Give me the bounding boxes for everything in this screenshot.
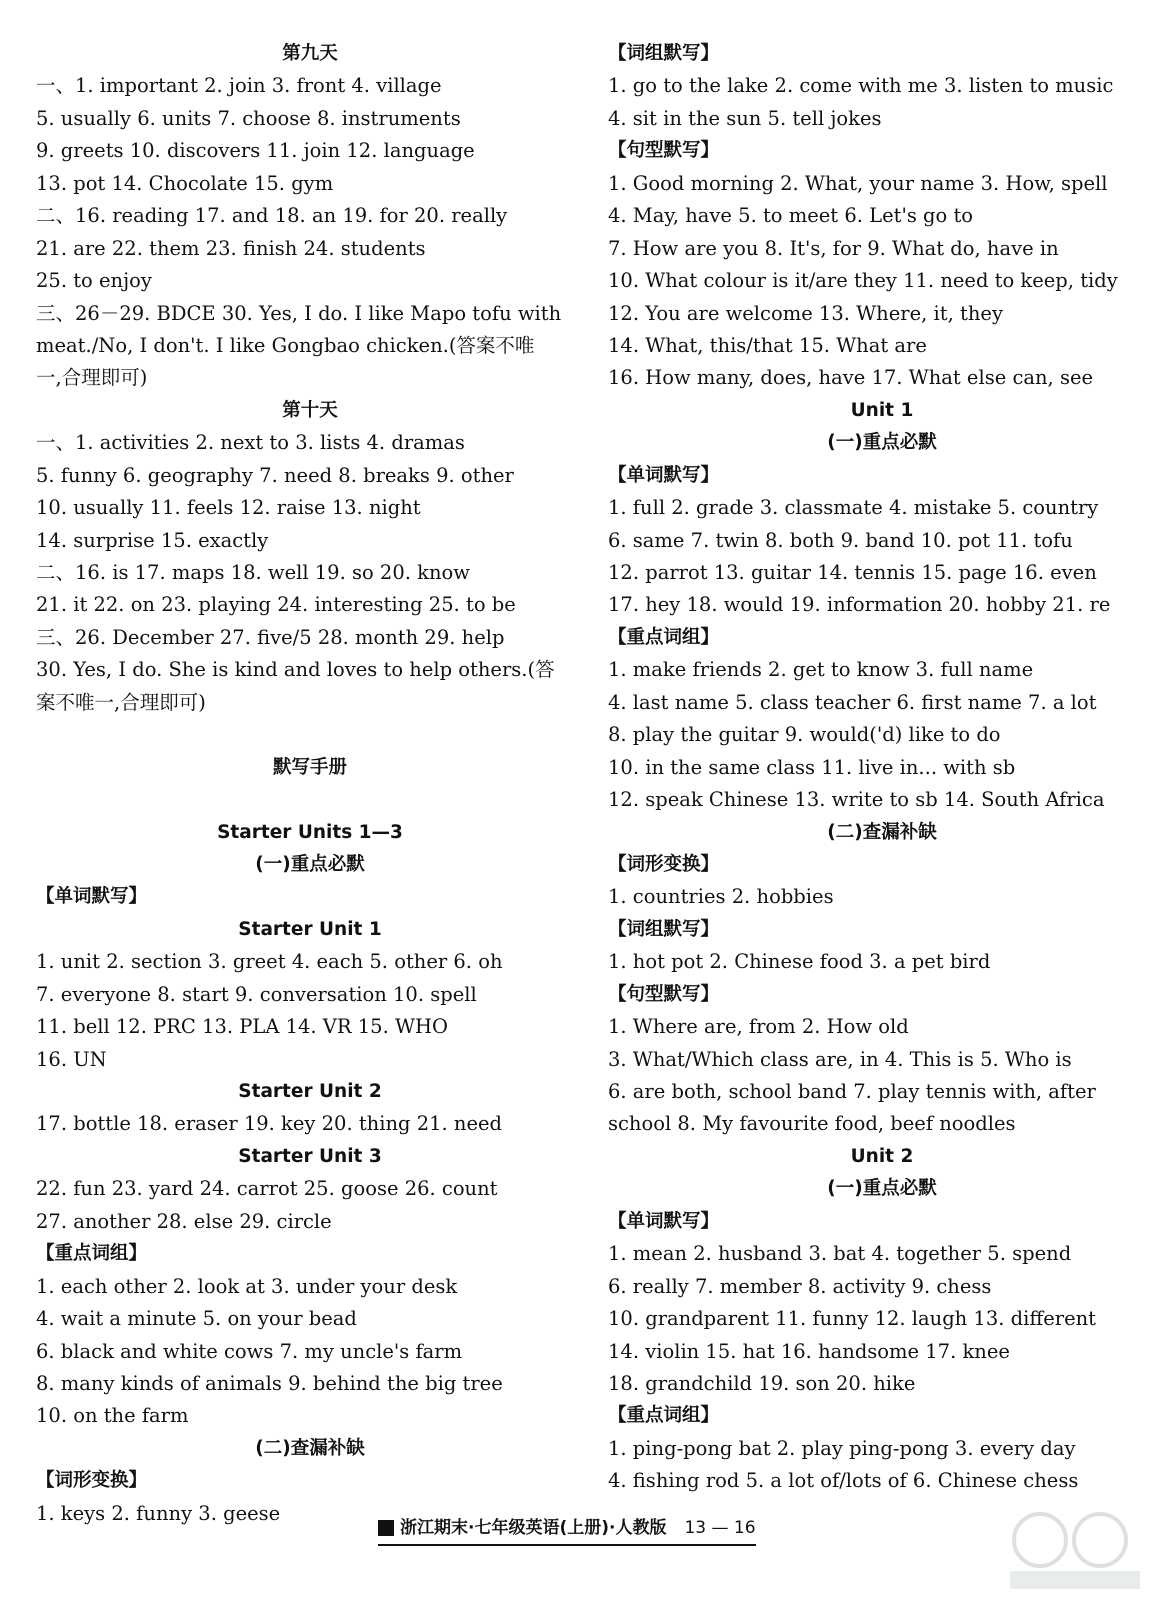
answer-line: 3. What/Which class are, in 4. This is 5. Who is: [608, 1047, 1072, 1071]
answer-line: 13. pot 14. Chocolate 15. gym: [36, 171, 334, 195]
answer-line: 5. funny 6. geography 7. need 8. breaks 9. other: [36, 463, 514, 487]
answer-line: 1. Where are, from 2. How old: [608, 1015, 909, 1039]
category-label: 【重点词组】: [36, 1243, 148, 1265]
answer-line: 25. to enjoy: [36, 269, 152, 293]
answer-line: 1. full 2. grade 3. classmate 4. mistake 5. country: [608, 496, 1099, 520]
subsection-title: (一)重点必默: [827, 432, 937, 454]
answer-line: 12. parrot 13. guitar 14. tennis 15. page 16. even: [608, 561, 1097, 584]
unit-title: Starter Unit 1: [238, 918, 382, 940]
answer-line: 4. wait a minute 5. on your bead: [36, 1307, 357, 1331]
left-column: [36, 38, 584, 1530]
spacer: [36, 784, 584, 816]
category-label: 【句型默写】: [608, 983, 720, 1005]
answer-line: 一、1. important 2. join 3. front 4. village: [36, 74, 442, 98]
answer-line: 10. in the same class 11. live in... with sb: [608, 755, 1016, 779]
answer-line: 10. usually 11. feels 12. raise 13. night: [36, 496, 421, 520]
answer-line: 4. last name 5. class teacher 6. first name 7. a lot: [608, 690, 1097, 714]
section-title: 第十天: [282, 399, 338, 421]
answer-line: 1. Good morning 2. What, your name 3. How, spell: [608, 171, 1108, 195]
page-number: 13 — 16: [684, 1518, 756, 1538]
category-label: 【词组默写】: [608, 43, 720, 64]
answer-line: 二、16. is 17. maps 18. well 19. so 20. know: [36, 561, 470, 584]
answer-line: 5. usually 6. units 7. choose 8. instruments: [36, 106, 461, 130]
answer-line: 6. same 7. twin 8. both 9. band 10. pot 11. tofu: [608, 528, 1073, 552]
category-label: 【词组默写】: [608, 918, 720, 940]
answer-line: 14. surprise 15. exactly: [36, 528, 269, 552]
answer-line: 案不唯一,合理即可): [36, 690, 206, 714]
subsection-title: (一)重点必默: [827, 1178, 937, 1200]
answer-line: 二、16. reading 17. and 18. an 19. for 20. really: [36, 204, 508, 228]
answer-line: 14. What, this/that 15. What are: [608, 333, 927, 357]
category-label: 【单词默写】: [608, 464, 720, 486]
answer-line: 14. violin 15. hat 16. handsome 17. knee: [608, 1339, 1010, 1363]
answer-line: 三、26－29. BDCE 30. Yes, I do. I like Mapo tofu with: [36, 301, 562, 325]
answer-line: 1. keys 2. funny 3. geese: [36, 1501, 281, 1525]
handbook-title: 默写手册: [272, 756, 347, 778]
answer-line: 18. grandchild 19. son 20. hike: [608, 1371, 916, 1395]
answer-line: 8. play the guitar 9. would('d) like to do: [608, 723, 1001, 747]
answer-line: 22. fun 23. yard 24. carrot 25. goose 26. count: [36, 1177, 498, 1201]
answer-line: 10. What colour is it/are they 11. need to keep, tidy: [608, 269, 1118, 293]
category-label: 【重点词组】: [608, 1405, 720, 1427]
answer-line: 9. greets 10. discovers 11. join 12. language: [36, 139, 475, 163]
answer-line: 4. fishing rod 5. a lot of/lots of 6. Chinese chess: [608, 1469, 1079, 1493]
category-label: 【词形变换】: [36, 1470, 148, 1492]
answer-line: 1. mean 2. husband 3. bat 4. together 5. spend: [608, 1242, 1072, 1266]
answer-line: 12. speak Chinese 13. write to sb 14. South Africa: [608, 788, 1105, 812]
answer-line: 10. grandparent 11. funny 12. laugh 13. different: [608, 1307, 1097, 1331]
answer-line: 6. really 7. member 8. activity 9. chess: [608, 1274, 992, 1298]
answer-line: 21. are 22. them 23. finish 24. students: [36, 236, 426, 260]
answer-line: 1. unit 2. section 3. greet 4. each 5. other 6. oh: [36, 950, 503, 974]
footer-title: 浙江期末·七年级英语(上册)·人教版: [400, 1518, 667, 1538]
subsection-title: (二)查漏补缺: [827, 821, 937, 843]
answer-line: 一,合理即可): [36, 366, 148, 390]
answer-line: 10. on the farm: [36, 1404, 189, 1428]
section-title: 第九天: [282, 43, 338, 64]
answer-line: 21. it 22. on 23. playing 24. interesting 25. to be: [36, 593, 516, 617]
answer-line: 7. everyone 8. start 9. conversation 10. spell: [36, 982, 477, 1006]
subsection-title: (一)重点必默: [255, 853, 365, 875]
answer-line: 12. You are welcome 13. Where, it, they: [608, 301, 1003, 325]
answer-line: 17. hey 18. would 19. information 20. hobby 21. re: [608, 593, 1111, 617]
answer-line: 17. bottle 18. eraser 19. key 20. thing 21. need: [36, 1112, 503, 1136]
answer-line: 1. countries 2. hobbies: [608, 885, 834, 909]
answer-line: meat./No, I don't. I like Gongbao chicken.(答案不唯: [36, 333, 535, 357]
answer-line: 8. many kinds of animals 9. behind the big tree: [36, 1371, 503, 1395]
answer-line: 一、1. activities 2. next to 3. lists 4. dramas: [36, 431, 465, 455]
answer-line: 4. sit in the sun 5. tell jokes: [608, 106, 882, 130]
category-label: 【单词默写】: [36, 886, 148, 908]
answer-line: 1. each other 2. look at 3. under your desk: [36, 1274, 458, 1298]
answer-line: 27. another 28. else 29. circle: [36, 1209, 332, 1233]
category-label: 【单词默写】: [608, 1210, 720, 1232]
answer-line: school 8. My favourite food, beef noodles: [608, 1112, 1016, 1136]
answer-line: 6. are both, school band 7. play tennis with, after: [608, 1080, 1096, 1103]
answer-line: 1. make friends 2. get to know 3. full name: [608, 658, 1034, 682]
footer-square-icon: [378, 1520, 394, 1536]
category-label: 【词形变换】: [608, 853, 720, 875]
answer-line: 7. How are you 8. It's, for 9. What do, have in: [608, 236, 1059, 260]
answer-line: 30. Yes, I do. She is kind and loves to help others.(答: [36, 658, 555, 682]
page-footer: [378, 1512, 756, 1546]
unit-title: Starter Unit 2: [238, 1081, 382, 1102]
answer-line: 6. black and white cows 7. my uncle's farm: [36, 1339, 463, 1363]
unit-title: Starter Unit 3: [238, 1145, 382, 1167]
category-label: 【句型默写】: [608, 140, 720, 162]
watermark-logo: [1000, 1505, 1150, 1595]
subsection-title: (二)查漏补缺: [255, 1437, 365, 1459]
spacer: [36, 719, 584, 751]
category-label: 【重点词组】: [608, 626, 720, 648]
answer-line: 1. hot pot 2. Chinese food 3. a pet bird: [608, 950, 991, 974]
unit-title: Unit 1: [850, 399, 914, 421]
answer-line: 1. ping-pong bat 2. play ping-pong 3. every day: [608, 1436, 1076, 1460]
right-column: [608, 38, 1156, 1498]
unit-title: Starter Units 1—3: [217, 821, 403, 843]
answer-line: 1. go to the lake 2. come with me 3. listen to music: [608, 74, 1114, 98]
answer-line: 16. How many, does, have 17. What else can, see: [608, 366, 1094, 390]
answer-line: 4. May, have 5. to meet 6. Let's go to: [608, 204, 974, 228]
answer-line: 11. bell 12. PRC 13. PLA 14. VR 15. WHO: [36, 1015, 449, 1039]
answer-line: 三、26. December 27. five/5 28. month 29. help: [36, 625, 505, 649]
answer-line: 16. UN: [36, 1047, 107, 1071]
unit-title: Unit 2: [850, 1145, 914, 1167]
